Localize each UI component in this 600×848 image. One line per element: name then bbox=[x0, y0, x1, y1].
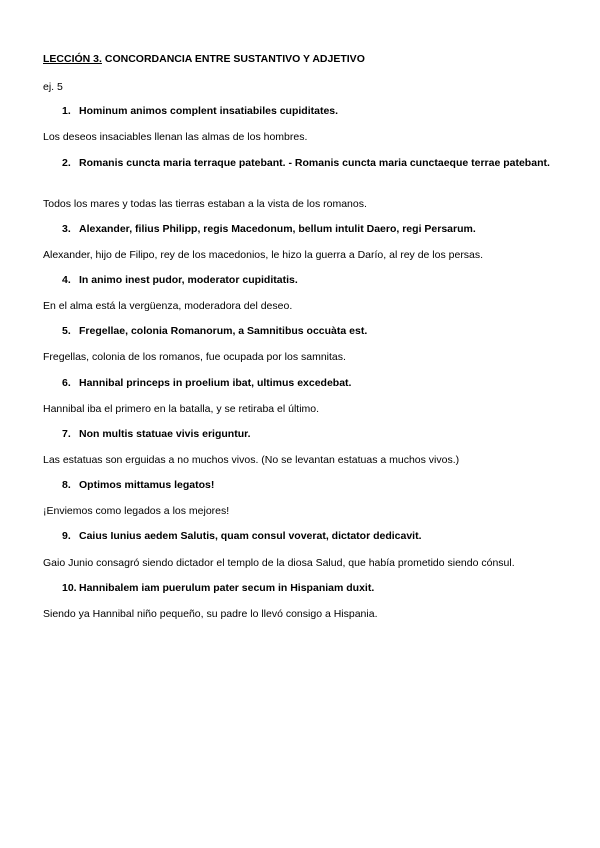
exercise-item-10 bbox=[62, 580, 557, 596]
exercise-item-3 bbox=[62, 221, 557, 237]
translation-6: Hannibal iba el primero en la batalla, y se retiraba el último. bbox=[43, 403, 320, 415]
latin-sentence: Fregellae, colonia Romanorum, a Samnitibus occuàta est. bbox=[79, 325, 368, 337]
item-number: 9. bbox=[62, 530, 71, 542]
exercise-item-5 bbox=[62, 323, 557, 339]
lesson-title bbox=[43, 53, 365, 65]
translation-2: Todos los mares y todas las tierras estaban a la vista de los romanos. bbox=[43, 198, 367, 210]
item-number: 4. bbox=[62, 274, 71, 286]
translation-10: Siendo ya Hannibal niño pequeño, su padre lo llevó consigo a Hispania. bbox=[43, 608, 378, 620]
item-number: 10. bbox=[62, 582, 77, 594]
item-number: 1. bbox=[62, 105, 71, 117]
exercise-item-2 bbox=[62, 155, 557, 171]
lesson-number: LECCIÓN 3. bbox=[43, 53, 102, 65]
exercise-label: ej. 5 bbox=[43, 81, 63, 93]
exercise-item-7 bbox=[62, 426, 557, 442]
exercise-item-1 bbox=[62, 103, 557, 119]
translation-1: Los deseos insaciables llenan las almas de los hombres. bbox=[43, 131, 308, 143]
item-number: 2. bbox=[62, 157, 71, 169]
latin-sentence: Caius Iunius aedem Salutis, quam consul voverat, dictator dedicavit. bbox=[79, 530, 422, 542]
latin-sentence: In animo inest pudor, moderator cupiditatis. bbox=[79, 274, 298, 286]
item-number: 3. bbox=[62, 223, 71, 235]
latin-sentence: Non multis statuae vivis eriguntur. bbox=[79, 428, 251, 440]
lesson-heading: CONCORDANCIA ENTRE SUSTANTIVO Y ADJETIVO bbox=[104, 53, 365, 65]
exercise-item-9 bbox=[62, 528, 557, 544]
translation-3: Alexander, hijo de Filipo, rey de los macedonios, le hizo la guerra a Darío, al rey de los persas. bbox=[43, 249, 484, 261]
latin-sentence: Hominum animos complent insatiabiles cupiditates. bbox=[79, 105, 339, 117]
item-number: 8. bbox=[62, 479, 71, 491]
translation-5: Fregellas, colonia de los romanos, fue ocupada por los samnitas. bbox=[43, 351, 346, 363]
translation-7: Las estatuas son erguidas a no muchos vivos. (No se levantan estatuas a muchos vivos.) bbox=[43, 454, 460, 466]
item-number: 6. bbox=[62, 377, 71, 389]
latin-sentence: Hannibal princeps in proelium ibat, ultimus excedebat. bbox=[79, 377, 352, 389]
translation-9: Gaio Junio consagró siendo dictador el templo de la diosa Salud, que había prometido siendo cónsul. bbox=[43, 557, 515, 569]
exercise-item-8 bbox=[62, 477, 557, 493]
exercise-item-6 bbox=[62, 375, 557, 391]
item-number: 7. bbox=[62, 428, 71, 440]
exercise-item-4 bbox=[62, 272, 557, 288]
latin-sentence: Romanis cuncta maria terraque patebant. - Romanis cuncta maria cunctaeque terrae patebant. bbox=[79, 157, 550, 169]
latin-sentence: Hannibalem iam puerulum pater secum in Hispaniam duxit. bbox=[79, 582, 375, 594]
translation-8: ¡Enviemos como legados a los mejores! bbox=[43, 505, 230, 517]
latin-sentence: Optimos mittamus legatos! bbox=[79, 479, 215, 491]
latin-sentence: Alexander, filius Philipp, regis Macedonum, bellum intulit Daero, regi Persarum. bbox=[79, 223, 476, 235]
translation-4: En el alma está la vergüenza, moderadora del deseo. bbox=[43, 300, 293, 312]
item-number: 5. bbox=[62, 325, 71, 337]
